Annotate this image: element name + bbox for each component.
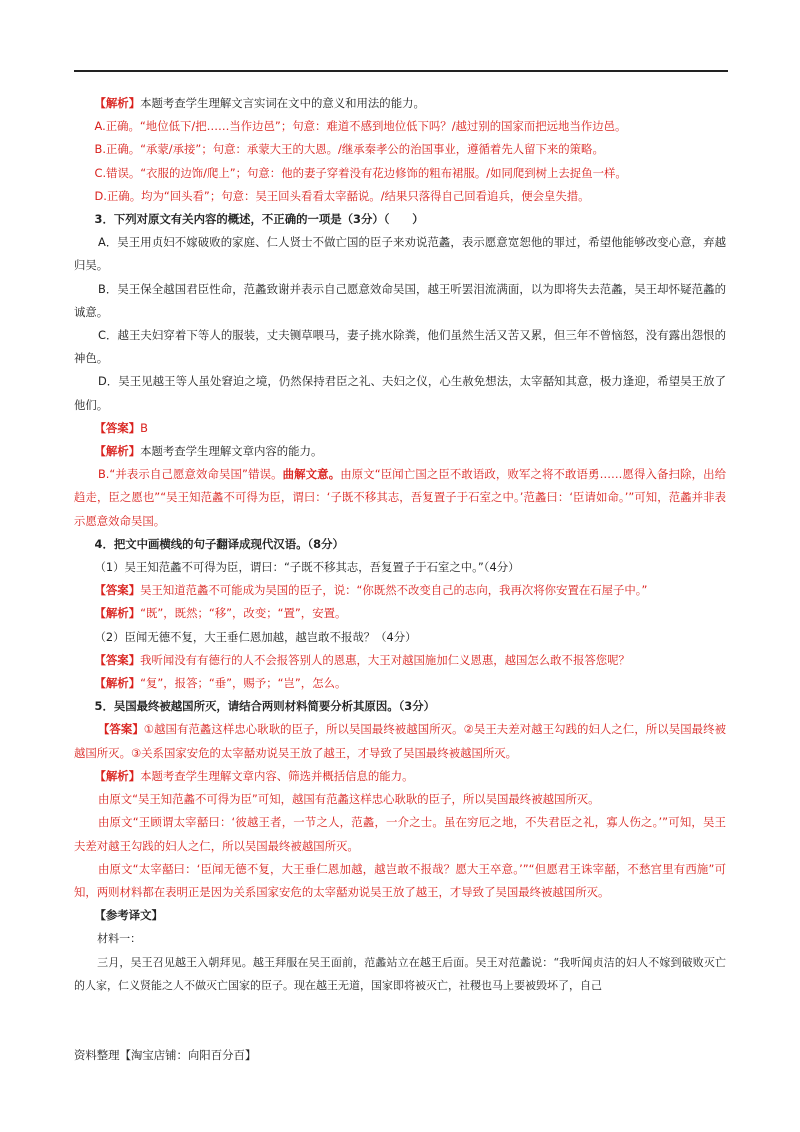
translation-text: 三月，吴王召见越王入朝拜见。越王拜服在吴王面前，范蠡站立在越王后面。吴王对范蠡说：“我听闻贞洁的妇人不嫁到破败灭亡的人家，仁义贤能之人不做灭亡国家的臣子。现在越王无道，国家即将被灭亡，社稷也马上要被毁坏了，自己 <box>74 955 726 992</box>
question-3-option-a: A．吴王用贞妇不嫁破败的家庭、仁人贤士不做亡国的臣子来劝说范蠡，表示愿意宽恕他的罪过，希望他能够改变心意，弃越归吴。 <box>74 235 726 273</box>
translation-heading: 【参考译文】 <box>94 908 163 923</box>
explanation-part-a: B.“并表示自己愿意效命吴国”错误。 <box>97 467 283 482</box>
question-4-analysis-2 <box>74 672 726 695</box>
analysis-text: 本题考查学生理解文言实词在文中的意义和用法的能力。 <box>140 96 425 110</box>
page-body <box>74 92 726 997</box>
analysis-text: 本题考查学生理解文章内容、筛选并概括信息的能力。 <box>140 768 414 783</box>
question-5-point-2: 由原文“王顾谓太宰嚭曰：‘彼越王者，一节之人，范蠡，一介之士。虽在穷厄之地，不失君臣之礼，寡人伤之。’”可知，吴王夫差对越王勾践的妇人之仁，所以吴国最终被越国所灭。 <box>74 815 726 853</box>
question-3-title: 3．下列对原文有关内容的概述，不正确的一项是（3分）（ ） <box>94 212 424 227</box>
translation-material-label: 材料一： <box>97 932 142 946</box>
footer-source: 资料整理【淘宝店铺：向阳百分百】 <box>74 1048 257 1062</box>
analysis-text: 本题考查学生理解文章内容的能力。 <box>140 444 323 459</box>
question-3-analysis <box>74 440 726 463</box>
answer-text: ①越国有范蠡这样忠心耿耿的臣子，所以吴国最终被越国所灭。②吴王夫差对越王勾践的妇人之仁，所以吴国最终被越国所灭。③关系国家安危的太宰嚭劝说吴王放了越王，才导致了吴国最终被越国所灭。 <box>74 722 726 760</box>
question-5-point-1: 由原文“吴王知范蠡不可得为臣”可知，越国有范蠡这样忠心耿耿的臣子，所以吴国最终被越国所灭。 <box>97 792 600 807</box>
analysis-label: 【解析】 <box>94 606 141 621</box>
question-4-analysis-1 <box>74 602 726 625</box>
question-4-answer-2 <box>74 649 726 672</box>
top-rule <box>74 70 728 72</box>
answer-label: 【答案】 <box>97 722 144 737</box>
analysis-text: “既”，既然；“移”，改变；“置”，安置。 <box>140 606 347 621</box>
question-3-answer <box>74 417 726 440</box>
analysis-label: 【解析】 <box>94 676 141 691</box>
explanation-part-b: 曲解文意。 <box>282 467 341 482</box>
question-5-answer <box>74 718 726 764</box>
analysis-label: 【解析】 <box>94 96 141 110</box>
question-4-answer-1 <box>74 579 726 602</box>
analysis-option-a: A.正确。“地位低下/把……当作边邑”；句意：难道不感到地位低下吗？/越过别的国家而把远地当作边邑。 <box>94 119 627 134</box>
analysis-label: 【解析】 <box>94 768 141 783</box>
answer-value: B <box>140 420 148 435</box>
analysis-option-c: C.错误。“衣服的边饰/爬上”；句意：他的妻子穿着没有花边修饰的粗布裙服。/如同爬到树上去捉鱼一样。 <box>94 165 627 180</box>
question-3-option-c: C．越王夫妇穿着下等人的服装，丈夫铡草喂马，妻子挑水除粪，他们虽然生活又苦又累，但三年不曾恼怒，没有露出怨恨的神色。 <box>74 328 726 366</box>
question-5-analysis <box>74 765 726 788</box>
answer-text: 吴王知道范蠡不可能成为吴国的臣子，说：“你既然不改变自己的志向，我再次将你安置在石屋子中。” <box>140 583 648 598</box>
answer-label: 【答案】 <box>94 420 141 435</box>
question-3-explanation <box>74 463 726 533</box>
question-3-option-b: B．吴王保全越国君臣性命，范蠡致谢并表示自己愿意效命吴国，越王听罢泪流满面，以为即将失去范蠡，吴王却怀疑范蠡的诚意。 <box>74 281 726 319</box>
question-3-option-d: D．吴王见越王等人虽处窘迫之境，仍然保持君臣之礼、夫妇之仪，心生赦免想法，太宰嚭知其意，极力逢迎，希望吴王放了他们。 <box>74 374 726 412</box>
analysis-1 <box>74 92 726 115</box>
answer-label: 【答案】 <box>94 652 141 667</box>
analysis-text: “复”，报答；“垂”，赐予；“岂”，怎么。 <box>140 676 347 691</box>
question-5-title: 5．吴国最终被越国所灭，请结合两则材料简要分析其原因。（3分） <box>94 699 435 714</box>
explanation-part-c: 由原文“臣闻亡国之臣不敢语政，败军之将不敢语勇……愿得入备扫除，出给趋走，臣之愿也”“吴王知范蠡不可得为臣，谓曰：‘子既不移其志，吾复置子于石室之中。’范蠡曰：‘臣请如命。’”可知，范蠡并非表示愿意效命吴国。 <box>74 467 726 528</box>
question-4-sentence-1: （1）吴王知范蠡不可得为臣，谓曰：“子既不移其志，吾复置子于石室之中。”（4分） <box>94 560 520 575</box>
analysis-label: 【解析】 <box>94 444 141 459</box>
question-4-sentence-2: （2）臣闻无德不复，大王垂仁恩加越，越岂敢不报哉？（4分） <box>94 629 417 644</box>
question-4-title: 4．把文中画横线的句子翻译成现代汉语。（8分） <box>94 536 344 551</box>
question-5-point-3: 由原文“太宰嚭曰：‘臣闻无德不复，大王垂仁恩加越，越岂敢不报哉？愿大王卒意。’”“但愿君王诛宰嚭，不愁宫里有西施”可知，两则材料都在表明正是因为关系国家安危的太宰嚭劝说吴王放了越王，才导致了吴国最终被越国所灭。 <box>74 861 726 899</box>
analysis-option-b: B.正确。“承蒙/承接”；句意：承蒙大王的大恩。/继承秦孝公的治国事业，遵循着先人留下来的策略。 <box>94 142 604 157</box>
analysis-option-d: D.正确。均为“回头看”；句意：吴王回头看看太宰嚭说。/结果只落得自己回看追兵，便会皇失措。 <box>94 188 590 203</box>
answer-label: 【答案】 <box>94 583 141 598</box>
answer-text: 我听闻没有有德行的人不会报答别人的恩惠，大王对越国施加仁义恩惠，越国怎么敢不报答您呢？ <box>140 652 630 667</box>
